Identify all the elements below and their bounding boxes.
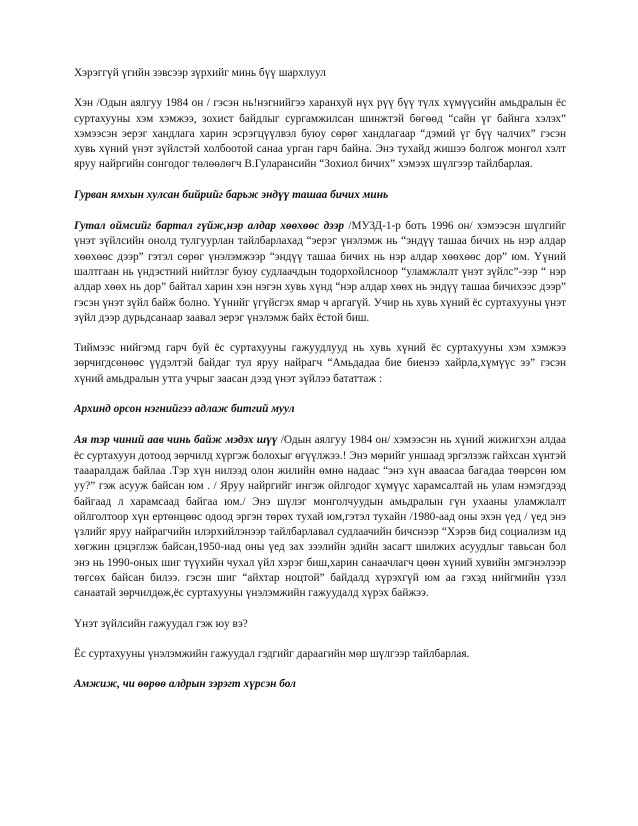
analysis-text-2: /Одын аялгуу 1984 он/ хэмээсэн нь хүний жижигхэн алдаа ёс суртахуун дотоод зөрчилд хүргэж болохыг өгүүлжээ.! Энэ мөрийг уншаад эргэлзэж гайхсан хүнтэй таааралдаж байлаа .Тэр хүн нилээд олон жилийн өмнө надаас “энэ хүн аваасаа багадаа төөрсөн юм уу?” гэж асууж байсан юм . / Яруу найргийг ингэж ойлгодог хүмүүс харамсалтай нь улам нэмэгдээд байгаад л харамсаад байгаа юм./ Энэ шүлэг монголчуудын амьдралын гүн ухааны уламжлалт ойлголтоор хүн ертөнцөөс одоод эргэн төрөх тухай юм,гэтэл тухайн /1980-аад оны эхэн үед / үед энэ үзлийг яруу найрагчийн илэрхийлэнээр тайлбарлавал судлаачийн бичснээр “Хэрэв бид социализм ид хөгжин цэцэглэж байсан,1950-иад оны үед зах зээлийн эдийн засагт шилжих асуудлыг тавьсан бол энэ нь 1990-оных шиг түүхийн чухал үйл хэрэг биш,харин санаачлагч цөөн хүний хувийн эмгэнэлээр төгсөх байсан билээ. гэсэн шиг “айхтар ноцтой” байдалд хүрэхгүй юм аа гэхэд нийгмийн үзэл санаатай зөрчилдөж,ёс суртахууны үнэлэмжийн гажуудалд хүрэх байжээ.: [74, 434, 566, 600]
section-heading-2: Архинд орсон нэгнийгээ адлаж битгий муул: [74, 403, 295, 416]
quoted-verse-2: Ая тэр чиний аав чинь байж мэдэх шүү: [74, 434, 278, 447]
question-line: Үнэт зүйлсийн гажуудал гэж юу вэ?: [74, 617, 248, 630]
section-heading-3: Амжиж, чи өөрөө алдрын зэрэгт хүрсэн бол: [74, 678, 296, 691]
poem-analysis-paragraph-2: [74, 433, 566, 601]
analysis-text-1: /МУЗД-1-р боть 1996 он/ хэмээсэн шүлгийг үнэт зүйлсийн онолд тулгуурлан тайлбарлахад “эерэг үнэлэмж нь “эндүү ташаа бичих нь нэр алдар хөөхөөс дээр” гэтэл сөрөг үнэлэмжээр “эндүү ташаа бичих нь нэр алдар хөөхөөс дор” юм. Үүний шалтгаан нь үндэстний нийтлэг буюу судлаачдын тодорхойлсноор “уламжлалт үнэт зүйлс”-ээр “ нэр алдар хөөх нь дор” байтал харин хэн нэгэн хувь хүнд “нэр алдар хөөх нь эндүү ташаа бичихээс дээр” гэсэн үнэт зүйл байж болно. Үүнийг үгүйсгэх ямар ч аргагүй. Учир нь хувь хүний ёс суртахууны үнэт зүйл дээр дурьдсанаар заавал эерэг үнэлэмж байх ёстой биш.: [74, 220, 566, 324]
paragraph-3: Тиймээс нийгэмд гарч буй ёс суртахууны гажуудлууд нь хувь хүний ёс суртахууны хэм хэмжээ зөрчигдсөнөөс үүдэлтэй байдаг тул яруу найрагч “Амьдадаа бие биенээ хайрла,хүмүүс ээ” гэсэн хүний амьдралын утга учрыг заасан дээд үнэт зүйлээ бататтаж :: [74, 342, 566, 385]
paragraph-6: Ёс суртахууны үнэлэмжийн гажуудал гэдгийг дараагийн мөр шүлгээр тайлбарлая.: [74, 647, 470, 660]
intro-paragraph: Хэн /Одын аялгуу 1984 он / гэсэн нь!нэгнийгээ харанхуй нүх рүү бүү түлх хүмүүсийн амьдралын ёс суртахууны хэм хэмжээ, зохист байдлыг сургамжилсан шинжтэй бөгөөд “сайн үг байнга хэлэх” хэмээсэн эерэг хандлага харин эсрэгцүүлвэл буюу сөрөг хандлагаар “дэмий үг бүү чалчих” гэсэн хувь хүний үнэт зүйлстэй холбоотой санаа урган гарч байна. Энэ тухайд жишээ болгож монгол хэлт яруу найргийн сонгодог төлөөлөгч В.Гуларансийн “Зохиол бичих” хэмээх шүлгээр тайлбарлая.: [74, 97, 566, 171]
document-title: Хэрэггүй үгийн зэвсээр зүрхийг минь бүү шархлуул: [74, 67, 326, 79]
poem-analysis-paragraph-1: [74, 219, 566, 326]
document-page: [74, 66, 566, 709]
section-heading-1: Гурван ямхын хулсан бийрийг барьж эндүү ташаа бичих минь: [74, 188, 389, 201]
quoted-verse-1: Гутал оймсийг бартал гүйж,нэр алдар хөөхөөс дээр: [74, 220, 345, 233]
